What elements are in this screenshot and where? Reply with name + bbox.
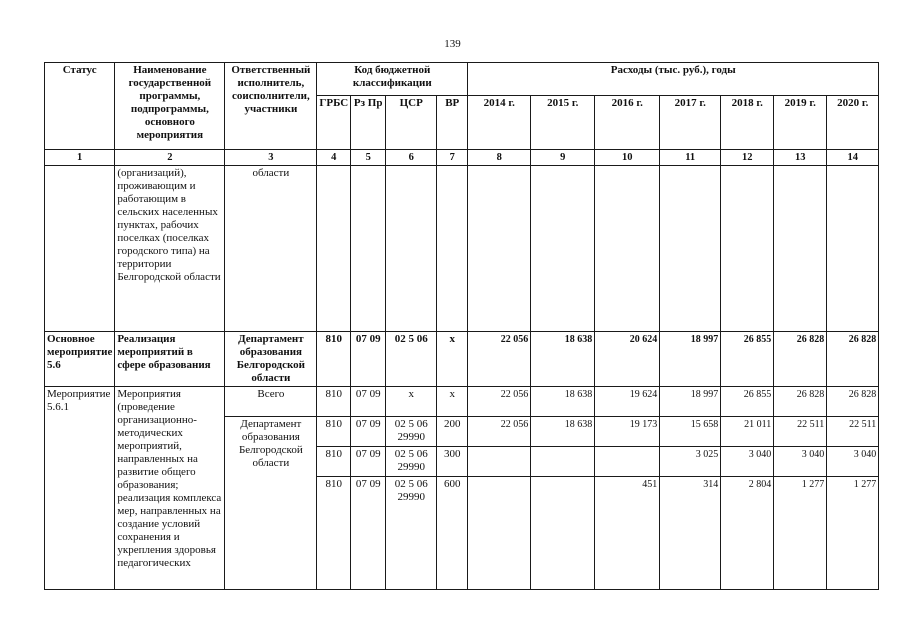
csr-cell: 02 5 06 29990 [386, 417, 437, 447]
continuation-row [45, 166, 879, 332]
column-number: 5 [351, 150, 386, 166]
grbs-cell: 810 [317, 447, 351, 477]
value-cell: 22 056 [468, 387, 531, 417]
value-cell: 15 658 [660, 417, 721, 447]
value-cell [531, 477, 595, 590]
main-activity-row [45, 332, 879, 387]
vr-cell: х [437, 332, 468, 387]
value-cell [468, 447, 531, 477]
value-cell: 18 997 [660, 332, 721, 387]
header-status: Статус [45, 63, 115, 150]
column-number: 14 [827, 150, 879, 166]
value-cell [595, 447, 660, 477]
header-responsible: Ответственный исполнитель, соисполнители, участники [225, 63, 317, 150]
value-cell: 21 011 [721, 417, 774, 447]
column-number: 12 [721, 150, 774, 166]
vr-cell: х [437, 387, 468, 417]
value-cell: 314 [660, 477, 721, 590]
grbs-cell: 810 [317, 387, 351, 417]
value-cell: 3 025 [660, 447, 721, 477]
value-cell: 451 [595, 477, 660, 590]
value-cell: 22 056 [468, 332, 531, 387]
column-number: 8 [468, 150, 531, 166]
vr-cell: 300 [437, 447, 468, 477]
column-number: 4 [317, 150, 351, 166]
column-number: 13 [774, 150, 827, 166]
value-cell: 26 828 [827, 387, 879, 417]
value-cell: 20 624 [595, 332, 660, 387]
value-cell: 18 638 [531, 417, 595, 447]
status-cell: Мероприятие 5.6.1 [45, 387, 115, 590]
column-number: 7 [437, 150, 468, 166]
header-year: 2017 г. [660, 96, 721, 150]
value-cell: 26 828 [827, 332, 879, 387]
rzpr-cell: 07 09 [351, 332, 386, 387]
activity-row [45, 387, 879, 417]
responsible-total-cell: Всего [225, 387, 317, 417]
value-cell: 18 638 [531, 332, 595, 387]
header-budget-code: Код бюджетной классификации [317, 63, 468, 96]
value-cell [468, 477, 531, 590]
header-vr: ВР [437, 96, 468, 150]
value-cell: 26 828 [774, 332, 827, 387]
column-number: 11 [660, 150, 721, 166]
value-cell: 19 173 [595, 417, 660, 447]
value-cell: 1 277 [827, 477, 879, 590]
value-cell: 3 040 [827, 447, 879, 477]
header-expenses: Расходы (тыс. руб.), годы [468, 63, 879, 96]
name-cell: Мероприятия (проведение организационно-методических мероприятий, направленных на развитие общего образования; реализация комплекса мер, направленных на создание условий сохранения и укрепления здоровья педагогических [115, 387, 225, 590]
vr-cell: 600 [437, 477, 468, 590]
value-cell: 3 040 [721, 447, 774, 477]
header-year: 2018 г. [721, 96, 774, 150]
responsible-cell: области [225, 166, 317, 332]
value-cell: 26 855 [721, 332, 774, 387]
header-csr: ЦСР [386, 96, 437, 150]
rzpr-cell: 07 09 [351, 477, 386, 590]
value-cell: 18 997 [660, 387, 721, 417]
budget-table [44, 62, 879, 590]
value-cell: 22 056 [468, 417, 531, 447]
value-cell: 19 624 [595, 387, 660, 417]
name-cell: (организаций), проживающим и работающим в сельских населенных пунктах, рабочих поселках (поселках городского типа) на территории Белгородской области [115, 166, 225, 332]
csr-cell: 02 5 06 29990 [386, 447, 437, 477]
column-number: 9 [531, 150, 595, 166]
header-year: 2015 г. [531, 96, 595, 150]
value-cell: 26 828 [774, 387, 827, 417]
csr-cell: х [386, 387, 437, 417]
header-year: 2016 г. [595, 96, 660, 150]
status-cell [45, 166, 115, 332]
value-cell: 1 277 [774, 477, 827, 590]
header-year: 2019 г. [774, 96, 827, 150]
value-cell: 26 855 [721, 387, 774, 417]
column-number-row [45, 150, 879, 166]
rzpr-cell: 07 09 [351, 447, 386, 477]
header-year: 2014 г. [468, 96, 531, 150]
rzpr-cell: 07 09 [351, 417, 386, 447]
grbs-cell: 810 [317, 477, 351, 590]
column-number: 3 [225, 150, 317, 166]
name-cell: Реализация мероприятий в сфере образования [115, 332, 225, 387]
header-name: Наименование государственной программы, подпрограммы, основного мероприятия [115, 63, 225, 150]
header-row [45, 63, 879, 96]
value-cell: 22 511 [774, 417, 827, 447]
responsible-cell: Департамент образования Белгородской области [225, 417, 317, 590]
rzpr-cell: 07 09 [351, 387, 386, 417]
column-number: 10 [595, 150, 660, 166]
status-cell: Основное мероприятие 5.6 [45, 332, 115, 387]
csr-cell: 02 5 06 [386, 332, 437, 387]
csr-cell: 02 5 06 29990 [386, 477, 437, 590]
column-number: 2 [115, 150, 225, 166]
column-number: 1 [45, 150, 115, 166]
value-cell: 3 040 [774, 447, 827, 477]
vr-cell: 200 [437, 417, 468, 447]
value-cell: 18 638 [531, 387, 595, 417]
responsible-cell: Департамент образования Белгородской области [225, 332, 317, 387]
header-year: 2020 г. [827, 96, 879, 150]
value-cell [531, 447, 595, 477]
column-number: 6 [386, 150, 437, 166]
header-grbs: ГРБС [317, 96, 351, 150]
page-number: 139 [444, 38, 461, 50]
grbs-cell: 810 [317, 332, 351, 387]
grbs-cell: 810 [317, 417, 351, 447]
header-rzpr: Рз Пр [351, 96, 386, 150]
value-cell: 22 511 [827, 417, 879, 447]
value-cell: 2 804 [721, 477, 774, 590]
